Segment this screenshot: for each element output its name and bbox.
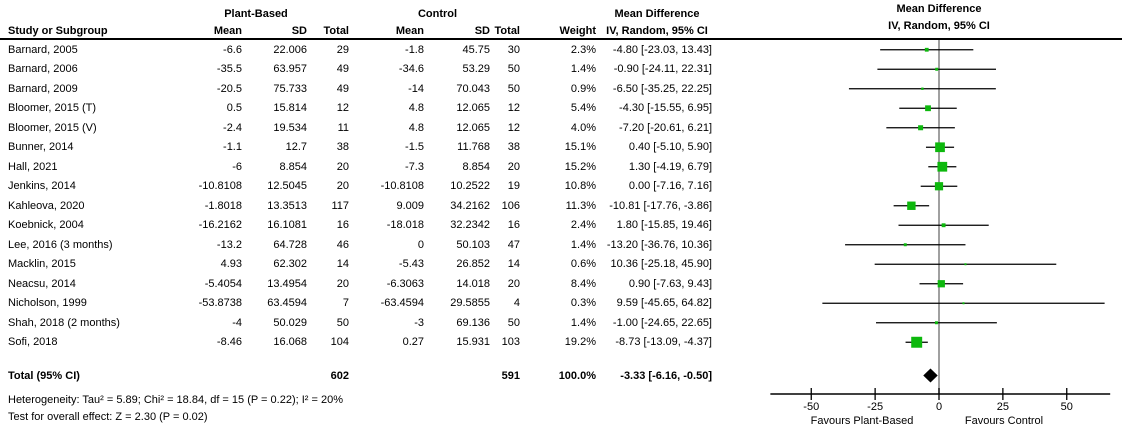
pb-mean-cell: -6 (232, 160, 242, 173)
control-mean-cell: -1.8 (405, 43, 424, 56)
weight-cell: 1.4% (570, 63, 596, 76)
study-name-cell: Bloomer, 2015 (T) (8, 102, 97, 115)
col-header-pb-mean: Mean (213, 25, 242, 37)
control-mean-cell: -18.018 (386, 219, 424, 232)
pb-total-cell: 14 (336, 258, 349, 271)
effect-marker (935, 68, 938, 71)
pb-total-cell: 50 (336, 316, 349, 329)
pb-mean-cell: -35.5 (216, 63, 242, 76)
pb-total-cell: 104 (330, 336, 349, 349)
weight-cell: 19.2% (564, 336, 596, 349)
control-sd-cell: 15.931 (456, 336, 490, 349)
control-total-cell: 14 (507, 258, 520, 271)
pb-mean-cell: -13.2 (216, 238, 242, 251)
study-name-cell: Kahleova, 2020 (8, 199, 85, 212)
plot-header-line2: IV, Random, 95% CI (888, 20, 990, 32)
group-header-control: Control (417, 8, 458, 20)
axis-tick-label: 0 (935, 401, 943, 413)
ci-text-cell: -4.30 [-15.55, 6.95] (619, 102, 712, 115)
md-header-line2: IV, Random, 95% CI (606, 25, 708, 37)
ci-text-cell: 10.36 [-25.18, 45.90] (610, 258, 712, 271)
ci-text-cell: -13.20 [-36.76, 10.36] (606, 238, 712, 251)
axis-tick-label: 25 (996, 401, 1009, 413)
effect-marker (925, 105, 931, 111)
pb-mean-cell: 4.93 (220, 258, 242, 271)
weight-cell: 2.4% (570, 219, 596, 232)
pb-total-cell: 16 (336, 219, 349, 232)
effect-marker (921, 88, 923, 90)
total-weight: 100.0% (558, 369, 596, 382)
effect-marker (907, 202, 915, 210)
ci-text-cell: -0.90 [-24.11, 22.31] (613, 63, 712, 76)
control-mean-cell: 4.8 (408, 102, 424, 115)
heterogeneity-note: Heterogeneity: Tau² = 5.89; Chi² = 18.84, df = 15 (P = 0.22); I² = 20% (8, 394, 343, 406)
ci-text-cell: -4.80 [-23.03, 13.43] (612, 43, 712, 56)
pb-mean-cell: 0.5 (226, 102, 242, 115)
axis-tick-label: 50 (1060, 401, 1073, 413)
study-name-cell: Neacsu, 2014 (8, 277, 76, 290)
ci-text-cell: -10.81 [-17.76, -3.86] (609, 199, 712, 212)
pb-total-cell: 38 (336, 141, 349, 154)
study-rows (0, 40, 715, 352)
pb-sd-cell: 75.733 (273, 82, 307, 95)
effect-marker (935, 142, 945, 152)
control-sd-cell: 12.065 (456, 102, 490, 115)
study-name-cell: Jenkins, 2014 (8, 180, 76, 193)
group-header-row (0, 3, 715, 20)
control-mean-cell: -7.3 (405, 160, 424, 173)
col-header-weight: Weight (559, 25, 596, 37)
col-header-c-mean: Mean (395, 25, 424, 37)
control-total-cell: 30 (507, 43, 520, 56)
col-header-c-total: Total (494, 25, 520, 37)
control-total-cell: 16 (507, 219, 520, 232)
control-sd-cell: 11.768 (457, 141, 490, 154)
pb-total-cell: 20 (336, 180, 349, 193)
study-name-cell: Bloomer, 2015 (V) (8, 121, 97, 134)
pb-sd-cell: 13.3513 (267, 199, 307, 212)
pb-sd-cell: 64.728 (273, 238, 307, 251)
pb-mean-cell: -10.8108 (198, 180, 242, 193)
pb-mean-cell: -53.8738 (198, 297, 242, 310)
control-total-cell: 12 (507, 121, 520, 134)
control-total-cell: 50 (507, 82, 520, 95)
control-mean-cell: -1.5 (405, 141, 424, 154)
control-sd-cell: 26.852 (456, 258, 490, 271)
study-name-cell: Shah, 2018 (2 months) (8, 316, 120, 329)
effect-marker (935, 182, 943, 190)
effect-marker (963, 302, 965, 304)
control-sd-cell: 45.75 (462, 43, 490, 56)
favours-left-label: Favours Plant-Based (810, 415, 914, 427)
table-row (0, 40, 715, 60)
weight-cell: 5.4% (570, 102, 596, 115)
ci-text-cell: 9.59 [-45.65, 64.82] (616, 297, 712, 310)
ci-text-cell: 0.00 [-7.16, 7.16] (628, 180, 712, 193)
ci-text-cell: -8.73 [-13.09, -4.37] (615, 336, 712, 349)
control-total-cell: 20 (507, 277, 520, 290)
pb-sd-cell: 63.4594 (267, 297, 307, 310)
table-row (0, 79, 715, 99)
control-total-cell: 50 (507, 63, 520, 76)
pb-total-cell: 29 (336, 43, 349, 56)
weight-cell: 4.0% (570, 121, 596, 134)
weight-cell: 1.4% (570, 316, 596, 329)
control-mean-cell: -3 (414, 316, 424, 329)
col-header-pb-sd: SD (291, 25, 307, 37)
table-row (0, 99, 715, 119)
control-sd-cell: 14.018 (456, 277, 490, 290)
summary-diamond (923, 369, 937, 383)
control-total-cell: 4 (513, 297, 520, 310)
weight-cell: 0.3% (570, 297, 596, 310)
ci-text-cell: -6.50 [-35.25, 22.25] (612, 82, 712, 95)
weight-cell: 10.8% (564, 180, 596, 193)
weight-cell: 0.9% (570, 82, 596, 95)
table-row (0, 60, 715, 80)
table-row (0, 216, 715, 236)
axis-tick-label: -25 (867, 401, 884, 413)
control-mean-cell: 0 (417, 238, 424, 251)
weight-cell: 15.1% (564, 141, 596, 154)
table-row (0, 274, 715, 294)
control-total-cell: 103 (501, 336, 520, 349)
control-total-cell: 50 (507, 316, 520, 329)
effect-marker (918, 125, 923, 130)
pb-total-cell: 20 (336, 277, 349, 290)
table-row (0, 118, 715, 138)
total-c-n: 591 (501, 369, 520, 382)
effect-marker (904, 243, 907, 246)
study-name-cell: Koebnick, 2004 (8, 219, 84, 232)
control-mean-cell: -6.3063 (386, 277, 424, 290)
pb-sd-cell: 15.814 (273, 102, 307, 115)
pb-sd-cell: 16.1081 (267, 219, 307, 232)
total-label: Total (95% CI) (8, 369, 80, 382)
forest-plot-canvas (715, 0, 1122, 442)
control-sd-cell: 12.065 (456, 121, 490, 134)
table-row (0, 294, 715, 314)
control-sd-cell: 10.2522 (450, 180, 490, 193)
pb-sd-cell: 50.029 (273, 316, 307, 329)
ci-text-cell: 1.30 [-4.19, 6.79] (628, 160, 712, 173)
favours-right-label: Favours Control (964, 415, 1044, 427)
control-sd-cell: 34.2162 (450, 199, 490, 212)
pb-sd-cell: 19.534 (273, 121, 307, 134)
effect-marker (911, 337, 922, 348)
col-header-pb-total: Total (323, 25, 349, 37)
pb-total-cell: 49 (336, 82, 349, 95)
control-mean-cell: -10.8108 (380, 180, 424, 193)
study-name-cell: Nicholson, 1999 (8, 297, 87, 310)
total-row (0, 366, 715, 386)
control-total-cell: 19 (507, 180, 520, 193)
effect-marker (942, 223, 946, 227)
control-mean-cell: 4.8 (408, 121, 424, 134)
pb-total-cell: 20 (336, 160, 349, 173)
effect-marker (935, 321, 938, 324)
control-total-cell: 12 (507, 102, 520, 115)
study-name-cell: Hall, 2021 (8, 160, 58, 173)
control-total-cell: 20 (507, 160, 520, 173)
study-name-cell: Barnard, 2006 (8, 63, 78, 76)
study-name-cell: Lee, 2016 (3 months) (8, 238, 113, 251)
col-header-c-sd: SD (474, 25, 490, 37)
pb-mean-cell: -4 (232, 316, 242, 329)
pb-sd-cell: 22.006 (273, 43, 307, 56)
weight-cell: 11.3% (565, 199, 596, 212)
weight-cell: 2.3% (570, 43, 596, 56)
weight-cell: 0.6% (570, 258, 596, 271)
pb-mean-cell: -5.4054 (204, 277, 242, 290)
control-mean-cell: -14 (408, 82, 424, 95)
ci-text-cell: 0.40 [-5.10, 5.90] (628, 141, 712, 154)
pb-total-cell: 12 (336, 102, 349, 115)
axis-tick-label: -50 (803, 401, 820, 413)
overall-effect-note: Test for overall effect: Z = 2.30 (P = 0.02) (8, 411, 208, 423)
control-sd-cell: 70.043 (456, 82, 490, 95)
pb-mean-cell: -16.2162 (198, 219, 242, 232)
control-sd-cell: 69.136 (456, 316, 490, 329)
table-row (0, 333, 715, 353)
table-row (0, 138, 715, 158)
effect-marker (925, 48, 929, 52)
pb-total-cell: 49 (336, 63, 349, 76)
total-pb-n: 602 (330, 369, 349, 382)
pb-mean-cell: -1.1 (223, 141, 242, 154)
weight-cell: 8.4% (570, 277, 596, 290)
control-sd-cell: 53.29 (462, 63, 490, 76)
ci-text-cell: -1.00 [-24.65, 22.65] (612, 316, 712, 329)
control-sd-cell: 8.854 (462, 160, 490, 173)
col-header-study: Study or Subgroup (8, 25, 108, 37)
effect-marker (964, 263, 966, 265)
table-row (0, 255, 715, 275)
control-mean-cell: 0.27 (402, 336, 424, 349)
weight-cell: 1.4% (570, 238, 596, 251)
control-total-cell: 47 (507, 238, 520, 251)
plot-header-line1: Mean Difference (896, 3, 982, 15)
study-name-cell: Sofi, 2018 (8, 336, 58, 349)
column-header-row (0, 20, 715, 37)
pb-total-cell: 46 (336, 238, 349, 251)
pb-sd-cell: 13.4954 (267, 277, 307, 290)
control-sd-cell: 32.2342 (450, 219, 490, 232)
control-total-cell: 38 (507, 141, 520, 154)
pb-sd-cell: 8.854 (279, 160, 307, 173)
table-row (0, 235, 715, 255)
ci-text-cell: 0.90 [-7.63, 9.43] (628, 277, 712, 290)
weight-cell: 15.2% (564, 160, 596, 173)
ci-text-cell: 1.80 [-15.85, 19.46] (616, 219, 712, 232)
pb-sd-cell: 12.7 (285, 141, 307, 154)
table-row (0, 177, 715, 197)
control-sd-cell: 29.5855 (450, 297, 490, 310)
pb-sd-cell: 16.068 (273, 336, 307, 349)
pb-mean-cell: -20.5 (216, 82, 242, 95)
pb-mean-cell: -8.46 (216, 336, 242, 349)
pb-mean-cell: -1.8018 (204, 199, 242, 212)
effect-marker (937, 162, 947, 172)
pb-total-cell: 117 (331, 199, 349, 212)
control-mean-cell: -5.43 (398, 258, 424, 271)
effect-marker (938, 280, 945, 287)
pb-sd-cell: 63.957 (273, 63, 307, 76)
control-mean-cell: -34.6 (398, 63, 424, 76)
pb-sd-cell: 12.5045 (267, 180, 307, 193)
control-sd-cell: 50.103 (456, 238, 490, 251)
ci-text-cell: -7.20 [-20.61, 6.21] (619, 121, 712, 134)
pb-total-cell: 7 (342, 297, 349, 310)
table-row (0, 313, 715, 333)
md-header-line1: Mean Difference (614, 8, 700, 20)
study-name-cell: Barnard, 2005 (8, 43, 78, 56)
pb-mean-cell: -6.6 (223, 43, 242, 56)
control-total-cell: 106 (501, 199, 520, 212)
study-name-cell: Barnard, 2009 (8, 82, 78, 95)
pb-total-cell: 11 (337, 121, 349, 134)
control-mean-cell: -63.4594 (380, 297, 424, 310)
study-name-cell: Macklin, 2015 (8, 258, 76, 271)
pb-mean-cell: -2.4 (223, 121, 242, 134)
study-name-cell: Bunner, 2014 (8, 141, 74, 154)
table-row (0, 157, 715, 177)
control-mean-cell: 9.009 (396, 199, 424, 212)
group-header-plant-based: Plant-Based (224, 8, 288, 20)
total-ci: -3.33 [-6.16, -0.50] (620, 369, 712, 382)
table-row (0, 196, 715, 216)
pb-sd-cell: 62.302 (273, 258, 307, 271)
